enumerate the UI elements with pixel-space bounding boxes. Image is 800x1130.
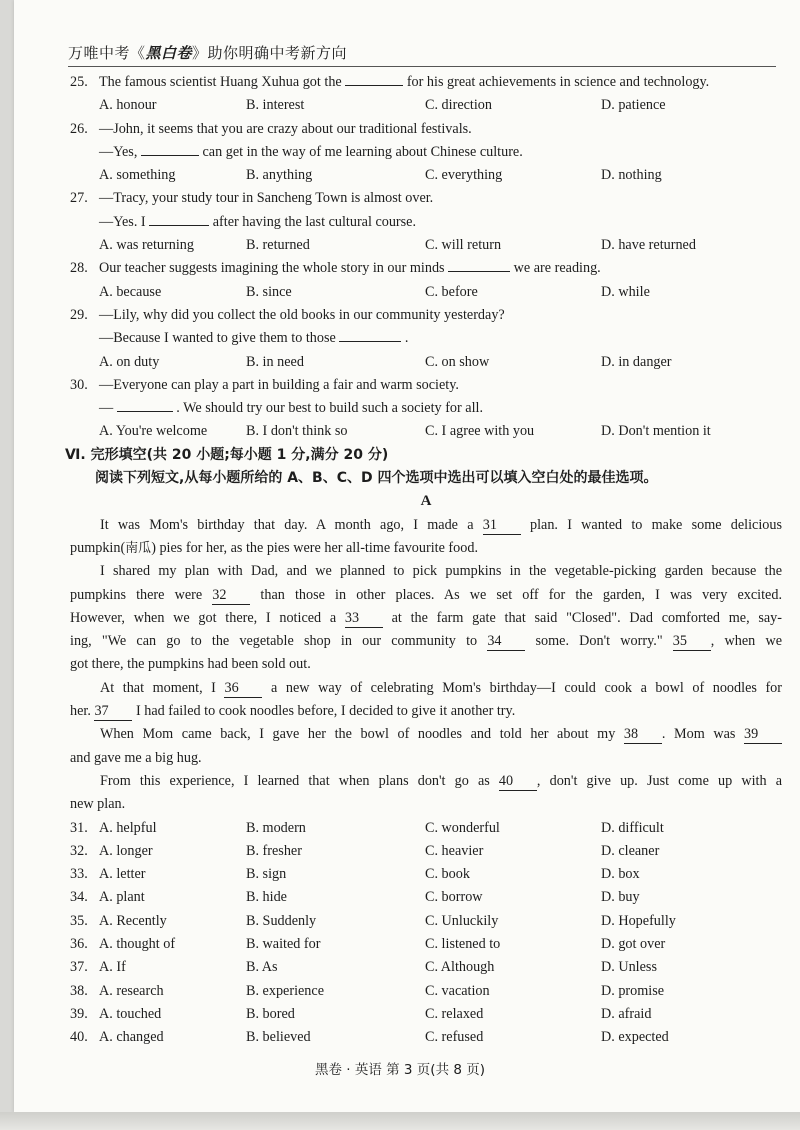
cloze-option-row: [70, 840, 782, 863]
answer-option: D. cleaner: [601, 842, 660, 859]
header-prefix: 万唯中考《: [68, 44, 146, 62]
answer-option: A. because: [99, 283, 162, 300]
answer-option: C. refused: [425, 1029, 484, 1046]
answer-option: C. before: [425, 283, 478, 300]
answer-option: B. As: [246, 959, 278, 976]
question-number: 39.: [70, 1005, 88, 1022]
question-line: [70, 397, 782, 420]
answer-option: C. book: [425, 866, 470, 883]
question-number: 30.: [70, 376, 88, 393]
question-number: 26.: [70, 120, 88, 137]
answer-option: B. returned: [246, 237, 310, 254]
passage-text: new plan.: [70, 796, 126, 813]
question-text: —Lily, why did you collect the old books in our community yesterday?: [99, 306, 505, 323]
answer-option: A. touched: [99, 1005, 162, 1022]
question-line: [70, 141, 782, 164]
question-number: 33.: [70, 866, 88, 883]
answer-option: B. experience: [246, 982, 324, 999]
answer-option: B. sign: [246, 866, 287, 883]
answer-blank: [448, 257, 510, 272]
answer-option: C. on show: [425, 353, 490, 370]
cloze-option-row: [70, 863, 782, 886]
cloze-blank: 39: [744, 725, 782, 744]
answer-option: A. thought of: [99, 935, 176, 952]
cloze-blank: 34: [487, 632, 525, 651]
answer-option: D. patience: [601, 97, 666, 114]
answer-blank: [117, 397, 173, 412]
answer-option: B. anything: [246, 167, 313, 184]
answer-option: A. helpful: [99, 819, 157, 836]
answer-option: D. Unless: [601, 959, 657, 976]
passage-text: From this experience, I learned that when plans don't go as: [100, 772, 499, 789]
answer-option: A. was returning: [99, 237, 194, 254]
answer-option: B. in need: [246, 353, 304, 370]
question-line: [70, 257, 782, 280]
passage-text: got there, the pumpkins had been sold out.: [70, 656, 311, 673]
question-number: 37.: [70, 959, 88, 976]
answer-option: A. on duty: [99, 353, 160, 370]
section-title: Ⅵ. 完形填空(共 20 小题;每小题 1 分,满分 20 分): [65, 446, 389, 463]
answer-blank: [345, 71, 403, 86]
passage-line: [70, 700, 782, 723]
question-text-after: after having the last cultural course.: [212, 213, 417, 230]
answer-blank: [141, 141, 199, 156]
answer-option: C. relaxed: [425, 1005, 484, 1022]
answer-blank: [149, 211, 209, 226]
question-text: Our teacher suggests imagining the whole story in our minds: [99, 260, 445, 277]
answer-option: C. vacation: [425, 982, 490, 999]
cloze-blank: 38: [624, 725, 662, 744]
cloze-blank: 35: [673, 632, 711, 651]
passage-line: [70, 584, 782, 607]
passage-text: than those in other places. As we set off for the garden, I was very excited.: [250, 586, 782, 603]
answer-option: D. box: [601, 866, 640, 883]
answer-option: C. wonderful: [425, 819, 500, 836]
answer-option: B. interest: [246, 97, 305, 114]
answer-option: A. Recently: [99, 912, 167, 929]
answer-option: D. Don't mention it: [601, 423, 711, 440]
question-line: [70, 304, 782, 327]
chinese-gloss: 南瓜: [125, 540, 152, 556]
cloze-blank: 33: [345, 609, 383, 628]
passage-text: and gave me a big hug.: [70, 749, 202, 766]
question-text-after: for his great achievements in science and technology.: [406, 74, 710, 90]
answer-option: D. promise: [601, 982, 665, 999]
question-text: The famous scientist Huang Xuhua got the: [99, 74, 342, 90]
question-line: [70, 118, 782, 141]
passage-text: At that moment, I: [100, 679, 225, 696]
answer-option: B. I don't think so: [246, 423, 348, 440]
cloze-blank: 32: [212, 586, 250, 605]
question-number: 27.: [70, 190, 88, 207]
question-text: —: [99, 400, 114, 417]
question-number: 29.: [70, 306, 88, 323]
passage-text: I shared my plan with Dad, and we planned to pick pumpkins in the vegetable-picking garden because the: [100, 563, 782, 580]
answer-option: A. You're welcome: [99, 423, 208, 440]
question-line: [70, 71, 782, 94]
passage-text: pumpkins there were: [70, 586, 213, 603]
answer-option: D. in danger: [601, 353, 672, 370]
answer-option: C. Unluckily: [425, 912, 499, 929]
header-suffix: 》助你明确中考新方向: [192, 44, 348, 62]
passage-line: [70, 607, 782, 630]
answer-option: C. will return: [425, 237, 502, 254]
answer-option: D. afraid: [601, 1005, 652, 1022]
cloze-option-row: [70, 817, 782, 840]
passage-text: , don't give up. Just come up with a: [536, 772, 782, 789]
cloze-option-row: [70, 886, 782, 909]
question-line: [70, 327, 782, 350]
answer-option: A. If: [99, 959, 126, 976]
options-row: [70, 94, 782, 117]
question-text-after: we are reading.: [513, 260, 601, 277]
answer-option: A. letter: [99, 866, 146, 883]
header-divider: [68, 66, 776, 67]
question-line: [70, 374, 782, 397]
answer-option: B. fresher: [246, 842, 302, 859]
cloze-options-list: [70, 817, 782, 1050]
answer-option: B. since: [246, 283, 292, 300]
passage-text: ing, "We can go to the vegetable shop in our community to: [70, 633, 488, 650]
options-row: [70, 234, 782, 257]
answer-option: D. Hopefully: [601, 912, 676, 929]
question-number: 36.: [70, 935, 88, 952]
question-text: —Because I wanted to give them to those: [99, 330, 336, 347]
question-text-after: .: [404, 330, 409, 347]
answer-option: D. difficult: [601, 819, 664, 836]
passage-label: A: [420, 493, 432, 510]
answer-option: C. direction: [425, 97, 492, 114]
answer-option: A. research: [99, 982, 164, 999]
cloze-option-row: [70, 910, 782, 933]
passage-text: at the farm gate that said "Closed". Dad comforted me, say-: [382, 609, 783, 626]
answer-option: D. nothing: [601, 167, 662, 184]
question-text: —Yes,: [99, 143, 138, 160]
exam-content: [65, 71, 783, 1049]
question-text: —Everyone can play a part in building a fair and warm society.: [99, 376, 459, 393]
answer-option: A. honour: [99, 97, 157, 114]
question-line: [70, 211, 782, 234]
passage-text: a new way of celebrating Mom's birthday—I could cook a bowl of noodles for: [262, 679, 782, 696]
cloze-blank: 40: [499, 772, 537, 791]
passage-line: [70, 653, 782, 676]
options-row: [70, 164, 782, 187]
passage-line: [70, 630, 782, 653]
question-number: 28.: [70, 260, 88, 277]
cloze-option-row: [70, 956, 782, 979]
answer-option: D. buy: [601, 889, 640, 906]
answer-option: B. Suddenly: [246, 912, 317, 929]
section-instruction: 阅读下列短文,从每小题所给的 A、B、C、D 四个选项中选出可以填入空白处的最佳选项。: [95, 470, 658, 487]
passage-line: [70, 770, 782, 793]
cloze-option-row: [70, 933, 782, 956]
answer-option: C. listened to: [425, 935, 501, 952]
answer-option: B. hide: [246, 889, 287, 906]
answer-option: B. believed: [246, 1029, 311, 1046]
answer-option: C. heavier: [425, 842, 484, 859]
question-text: —Yes. I: [99, 213, 146, 230]
options-row: [70, 351, 782, 374]
question-number: 34.: [70, 889, 88, 906]
answer-option: A. longer: [99, 842, 153, 859]
passage-line: [70, 677, 782, 700]
answer-blank: [339, 327, 401, 342]
question-text-after: . We should try our best to build such a society for all.: [176, 400, 484, 417]
answer-option: C. everything: [425, 167, 503, 184]
passage-line: [70, 537, 782, 560]
passage-line: [70, 514, 782, 537]
answer-option: B. waited for: [246, 935, 321, 952]
options-row: [70, 420, 782, 443]
passage-text: , when we: [710, 633, 782, 650]
passage-text: pumpkin(: [70, 539, 126, 556]
answer-option: D. expected: [601, 1029, 669, 1046]
cloze-blank: 36: [224, 679, 262, 698]
question-number: 40.: [70, 1029, 88, 1046]
page-footer: 黑卷 · 英语 第 3 页(共 8 页): [314, 1062, 486, 1078]
answer-option: D. while: [601, 283, 650, 300]
scan-edge: [0, 1112, 800, 1130]
passage-line: [70, 560, 782, 583]
answer-option: C. Although: [425, 959, 495, 976]
answer-option: D. have returned: [601, 237, 696, 254]
page-header: [68, 42, 347, 63]
question-text: —Tracy, your study tour in Sancheng Town is almost over.: [99, 190, 434, 207]
passage-text: ) pies for her, as the pies were her all-time favourite food.: [151, 539, 478, 556]
answer-option: D. got over: [601, 935, 666, 952]
question-number: 38.: [70, 982, 88, 999]
options-row: [70, 281, 782, 304]
cloze-option-row: [70, 1026, 782, 1049]
question-number: 25.: [70, 74, 88, 90]
answer-option: A. plant: [99, 889, 145, 906]
header-brand: 黑白卷: [145, 44, 193, 62]
cloze-option-row: [70, 1003, 782, 1026]
multiple-choice-section: [70, 71, 782, 444]
passage-text: plan. I wanted to make some delicious: [520, 516, 782, 533]
passage-text: her.: [70, 703, 95, 720]
passage-text: When Mom came back, I gave her the bowl of noodles and told her about my: [100, 726, 624, 743]
passage-text: It was Mom's birthday that day. A month ago, I made a: [100, 516, 483, 533]
answer-option: C. I agree with you: [425, 423, 535, 440]
passage-text: some. Don't worry.": [525, 633, 673, 650]
answer-option: B. modern: [246, 819, 306, 836]
cloze-passage: [70, 514, 782, 817]
question-number: 32.: [70, 842, 88, 859]
passage-text: I had failed to cook noodles before, I decided to give it another try.: [132, 703, 516, 720]
question-line: [70, 187, 782, 210]
question-text: —John, it seems that you are crazy about our traditional festivals.: [99, 120, 472, 137]
question-text-after: can get in the way of me learning about Chinese culture.: [202, 143, 523, 160]
passage-text: . Mom was: [661, 726, 744, 743]
cloze-blank: 37: [94, 702, 132, 721]
passage-text: However, when we got there, I noticed a: [70, 609, 345, 626]
cloze-option-row: [70, 980, 782, 1003]
question-number: 35.: [70, 912, 88, 929]
cloze-blank: 31: [483, 516, 521, 535]
answer-option: A. something: [99, 167, 176, 184]
passage-line: [70, 747, 782, 770]
question-number: 31.: [70, 819, 88, 836]
answer-option: B. bored: [246, 1005, 295, 1022]
passage-line: [70, 723, 782, 746]
answer-option: C. borrow: [425, 889, 483, 906]
answer-option: A. changed: [99, 1029, 164, 1046]
passage-line: [70, 793, 782, 816]
